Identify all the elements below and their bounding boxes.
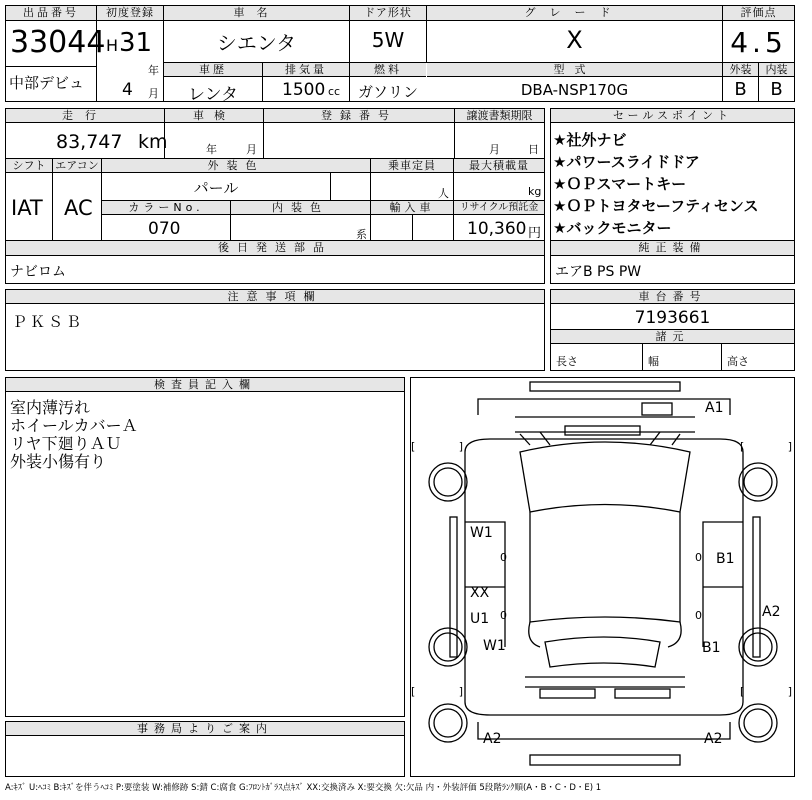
fuel-label: 燃料 <box>350 63 426 77</box>
load-label: 最大積載量 <box>454 159 544 173</box>
kei-unit: 系 <box>356 228 367 241</box>
displacement-value: 1500 <box>282 80 326 100</box>
damage-mark-a2-right: A2 <box>762 604 781 620</box>
insp-year-unit: 年 <box>206 143 217 156</box>
model-value: DBA-NSP170G <box>520 81 629 99</box>
ac-value: AC <box>64 196 93 220</box>
inspection-label: 車検 <box>165 109 263 123</box>
displacement-label: 排気量 <box>263 63 349 77</box>
inspector-line: リヤ下廻りＡＵ <box>10 434 122 453</box>
int-value: B <box>770 79 783 100</box>
bracket-left: [ ] <box>411 440 484 453</box>
inspector-line: 外装小傷有り <box>10 452 107 471</box>
ac-label: エアコン <box>53 159 101 173</box>
score-value: 4.5 <box>730 26 787 59</box>
dim-label: 諸元 <box>551 330 794 344</box>
sales-point: ★バックモニター <box>553 219 672 237</box>
zero-mark: 0 <box>695 551 702 564</box>
color-no-value: 070 <box>148 219 181 239</box>
later-label: 後日発送部品 <box>6 241 544 256</box>
car-diagram <box>410 377 795 777</box>
color-value: パール <box>193 179 239 197</box>
cc-unit: cc <box>328 85 341 98</box>
first-reg-label: 初度登録 <box>97 6 163 21</box>
width-label: 幅 <box>648 355 659 368</box>
reg-year: 31 <box>119 28 153 58</box>
mileage-label: 走行 <box>6 109 164 123</box>
km-unit: km <box>138 131 168 153</box>
import-label: 輸入車 <box>371 201 453 215</box>
bracket-right: [ ] <box>740 440 812 453</box>
damage-mark-u1: U1 <box>470 611 490 627</box>
lot-number: 33044 <box>10 25 106 60</box>
sales-point: ★社外ナビ <box>553 131 627 149</box>
damage-mark-xx: XX <box>470 585 490 601</box>
capacity-label: 乗車定員 <box>371 159 453 173</box>
equip-value: エアB PS PW <box>555 264 642 280</box>
height-label: 高さ <box>727 355 749 368</box>
zero-mark: 0 <box>500 609 507 622</box>
month-unit: 月 <box>148 87 159 100</box>
damage-mark-b1-right-rear: B1 <box>702 640 721 656</box>
grade-label: グレード <box>427 6 722 21</box>
zero-mark: 0 <box>695 609 702 622</box>
model-label: 型式 <box>427 63 722 77</box>
insp-month-unit: 月 <box>246 143 257 156</box>
fuel-value: ガソリン <box>357 83 418 101</box>
ext-label: 外装 <box>723 63 758 77</box>
section-label: 中部デビュ <box>9 74 85 92</box>
era: H <box>106 36 119 55</box>
score-label: 評価点 <box>723 6 794 21</box>
bracket-left-rear: [ ] <box>411 685 484 698</box>
chassis-number: 7193661 <box>634 308 711 328</box>
notes-label: 注意事項欄 <box>6 290 544 304</box>
damage-mark-b1-right-front: B1 <box>716 551 735 567</box>
legend: A:ｷｽﾞ U:ﾍｺﾐ B:ｷｽﾞを伴うﾍｺﾐ P:要塗装 W:補修跡 S:錆 C:腐食 G:ﾌﾛﾝﾄｶﾞﾗｽ点ｷｽﾞ XX:交換済み X:要交換 欠:欠品 内・外装評価 5段階ﾗﾝｸ順(A・B・C・D・E) 1 <box>5 783 602 793</box>
year-unit: 年 <box>148 64 159 77</box>
history-value: レンタ <box>188 85 238 105</box>
door-value: 5W <box>371 28 405 52</box>
reg-number-label: 登録番号 <box>264 109 454 123</box>
sales-point: ★ＯＰトヨタセーフティセンス <box>553 197 759 215</box>
int-label: 内装 <box>759 63 794 77</box>
damage-mark-a2-rear-left: A2 <box>483 731 502 747</box>
lot-label: 出品番号 <box>6 6 96 21</box>
office-label: 事務局よりご案内 <box>6 722 404 736</box>
damage-mark-w1-left-rear: W1 <box>483 638 506 654</box>
shift-value: IAT <box>11 196 43 220</box>
sales-point: ★パワースライドドア <box>553 153 700 171</box>
chassis-label: 車台番号 <box>551 290 794 304</box>
person-unit: 人 <box>438 187 449 200</box>
inspector-line: 室内薄汚れ <box>10 398 91 417</box>
grade-value: X <box>566 26 583 54</box>
name-label: 車名 <box>164 6 349 21</box>
recycle-value: 10,360 <box>467 219 527 239</box>
transfer-day-unit: 日 <box>528 143 539 156</box>
transfer-label: 譲渡書類期限 <box>455 109 544 123</box>
later-value: ナビロム <box>10 264 66 280</box>
damage-mark-w1-left-front: W1 <box>470 525 493 541</box>
inspector-line: ホイールカバーＡ <box>10 416 138 435</box>
inspector-label: 検査員記入欄 <box>6 378 404 392</box>
door-label: ドア形状 <box>350 6 426 21</box>
sales-point: ★ＯＰスマートキー <box>553 175 687 193</box>
damage-mark-a1-front: A1 <box>705 400 724 416</box>
length-label: 長さ <box>556 355 578 368</box>
history-label: 車歴 <box>164 63 262 77</box>
reg-month: 4 <box>122 80 133 100</box>
shift-label: シフト <box>6 159 52 173</box>
transfer-month-unit: 月 <box>489 143 500 156</box>
damage-mark-a2-rear-right: A2 <box>704 731 723 747</box>
yen-unit: 円 <box>528 226 542 241</box>
zero-mark: 0 <box>500 551 507 564</box>
sales-label: セールスポイント <box>551 109 794 123</box>
notes-text: ＰＫＳＢ <box>12 313 85 331</box>
ext-value: B <box>734 79 747 100</box>
recycle-label: リサイクル預託金 <box>454 201 544 215</box>
interior-label: 内装色 <box>231 201 370 215</box>
color-no-label: カラーNo. <box>102 201 230 215</box>
mileage-value: 83,747 <box>56 131 123 153</box>
kg-unit: kg <box>528 185 542 198</box>
bracket-right-rear: [ ] <box>740 685 812 698</box>
equip-label: 純正装備 <box>551 241 794 256</box>
color-label: 外装色 <box>102 159 370 173</box>
car-name: シエンタ <box>216 31 297 55</box>
